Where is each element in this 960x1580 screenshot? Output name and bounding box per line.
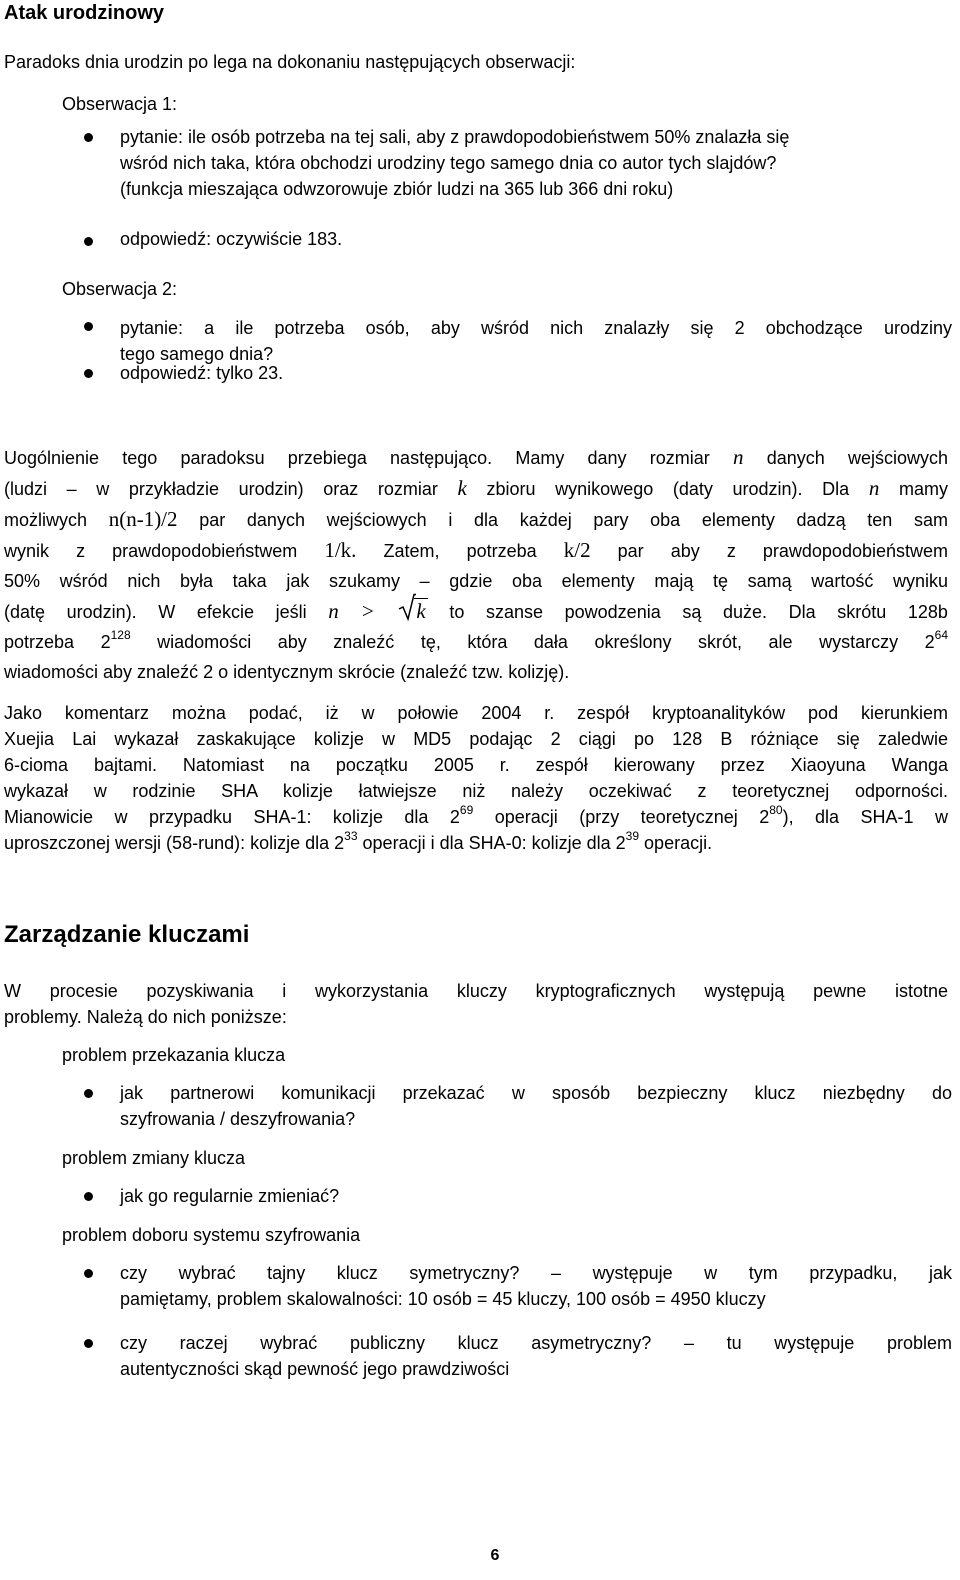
- math-formula: n(n-1)/2: [108, 507, 178, 531]
- page-number: 6: [490, 1547, 500, 1564]
- observation-2-answer: odpowiedź: tylko 23.: [120, 363, 284, 383]
- exponent: 69: [459, 803, 474, 817]
- bullet-icon: [84, 133, 93, 142]
- text-line: wiadomości aby znaleźć 2 o identycznym skrócie (znaleźć tzw. kolizję).: [4, 662, 570, 682]
- text-span: czy raczej wybrać publiczny klucz asymetryczny?: [120, 1333, 652, 1353]
- math-formula: n >: [328, 599, 375, 623]
- text-span: tu występuje problem: [726, 1333, 952, 1353]
- bullet-icon: [84, 1269, 93, 1278]
- observation-2-label: Obserwacja 2:: [62, 279, 178, 299]
- text-line: pytanie: a ile potrzeba osób, aby wśród nich znalazły się 2 obchodzące urodziny: [120, 318, 952, 338]
- problem-3-item-2: [120, 1330, 952, 1382]
- text-line: [4, 804, 948, 830]
- text-line: 6-cioma bajtami. Natomiast na początku 2005 r. zespół kierowany przez Xiaoyuna Wanga: [4, 755, 948, 775]
- text-span: Zatem, potrzeba: [383, 541, 537, 561]
- text-span: wiadomości aby znaleźć tę, która dała określony skrót, ale wystarczy 2: [157, 632, 935, 652]
- text-line: jak partnerowi komunikacji przekazać w sposób bezpieczny klucz niezbędny do: [120, 1083, 952, 1103]
- math-symbol: n: [868, 476, 880, 500]
- text-line: [4, 830, 948, 856]
- text-line: tego samego dnia?: [120, 344, 274, 364]
- text-span: (datę urodzin). W efekcie jeśli: [4, 602, 307, 622]
- text-span: ), dla SHA-1 w: [782, 807, 948, 827]
- text-span: Uogólnienie tego paradoksu przebiega następująco. Mamy dany rozmiar: [4, 448, 710, 468]
- math-formula: k/2: [563, 538, 591, 562]
- text-line: wśród nich taka, która obchodzi urodziny tego samego dnia co autor tych slajdów?: [120, 153, 777, 173]
- text-line: (funkcja mieszająca odwzorowuje zbiór ludzi na 365 lub 366 dni roku): [120, 179, 674, 199]
- observation-1-answer: odpowiedź: oczywiście 183.: [120, 229, 343, 249]
- text-span: uproszczonej wersji (58-rund): kolizje dla 2: [4, 833, 345, 853]
- section-2-intro: [4, 978, 948, 1030]
- problem-1-label: problem przekazania klucza: [62, 1045, 286, 1065]
- observation-1-label: Obserwacja 1:: [62, 94, 178, 114]
- text-span: Mianowicie w przypadku SHA-1: kolizje dla 2: [4, 807, 460, 827]
- text-span: wynik z prawdopodobieństwem: [4, 541, 298, 561]
- bullet-icon: [84, 369, 93, 378]
- math-symbol: n: [733, 445, 744, 469]
- text-line: problemy. Należą do nich poniższe:: [4, 1007, 287, 1027]
- intro-text: Paradoks dnia urodzin po lega na dokonaniu następujących obserwacji:: [4, 52, 576, 72]
- text-line: W procesie pozyskiwania i wykorzystania kluczy kryptograficznych występują pewne istotne: [4, 981, 948, 1001]
- problem-3-label: problem doboru systemu szyfrowania: [62, 1225, 361, 1245]
- text-span: par aby z prawdopodobieństwem: [617, 541, 949, 561]
- math-symbol: k: [457, 476, 467, 500]
- text-span: (ludzi – w przykładzie urodzin) oraz rozmiar: [4, 479, 438, 499]
- comment-paragraph: [4, 700, 948, 856]
- bullet-icon: [84, 237, 93, 246]
- exponent: 64: [934, 628, 948, 642]
- text-span: par danych wejściowych i dla każdej pary oba elementy dadzą ten sam: [199, 510, 948, 530]
- section-title: Atak urodzinowy: [4, 2, 165, 24]
- bullet-icon: [84, 322, 93, 331]
- text-span: potrzeba 2: [4, 632, 111, 652]
- bullet-icon: [84, 1192, 93, 1201]
- problem-2-label: problem zmiany klucza: [62, 1148, 246, 1168]
- text-line: Xuejia Lai wykazał zaskakujące kolizje w MD5 podając 2 ciągi po 128 B różniące się zaledwie: [4, 729, 948, 749]
- text-line: pytanie: ile osób potrzeba na tej sali, aby z prawdopodobieństwem 50% znalazła się: [120, 127, 790, 147]
- text-line: [4, 442, 948, 473]
- text-span: czy wybrać tajny klucz symetryczny?: [120, 1263, 520, 1283]
- text-line: [4, 473, 948, 504]
- problem-3-item-1: [120, 1260, 952, 1312]
- square-root-formula: [398, 596, 427, 627]
- text-line: pamiętamy, problem skalowalności: 10 osób = 45 kluczy, 100 osób = 4950 kluczy: [120, 1289, 766, 1309]
- text-line: [120, 1330, 952, 1356]
- bullet-icon: [84, 1339, 93, 1348]
- exponent: 128: [110, 628, 131, 642]
- text-span: możliwych: [4, 510, 88, 530]
- math-symbol: k: [416, 599, 426, 623]
- text-span: danych wejściowych: [766, 448, 948, 468]
- text-span: występuje w tym przypadku, jak: [592, 1263, 952, 1283]
- exponent: 39: [625, 829, 640, 843]
- text-span: operacji (przy teoretycznej 2: [494, 807, 770, 827]
- text-line: szyfrowania / deszyfrowania?: [120, 1109, 356, 1129]
- section-2-title: Zarządzanie kluczami: [4, 921, 250, 948]
- text-line: wykazał w rodzinie SHA kolizje łatwiejsze niż należy oczekiwać z teoretycznej odporności.: [4, 781, 948, 801]
- observation-1-question: [120, 124, 952, 202]
- text-line: [4, 596, 948, 627]
- text-span: operacji i dla SHA-0: kolizje dla 2: [362, 833, 626, 853]
- exponent: 80: [769, 803, 783, 817]
- text-span: to szanse powodzenia są duże. Dla skrótu 128b: [449, 602, 948, 622]
- generalization-paragraph: [4, 442, 948, 687]
- bullet-icon: [84, 1089, 93, 1098]
- text-line: 50% wśród nich była taka jak szukamy – gdzie oba elementy mają tę samą wartość wyniku: [4, 571, 948, 591]
- dash-text: –: [683, 1333, 694, 1353]
- dash-text: –: [550, 1263, 561, 1283]
- text-line: [120, 1260, 952, 1286]
- text-line: [4, 627, 948, 657]
- text-line: [4, 535, 948, 566]
- text-line: Jako komentarz można podać, iż w połowie 2004 r. zespół kryptoanalityków pod kierunkiem: [4, 703, 948, 723]
- problem-1-item: [120, 1080, 952, 1132]
- problem-2-item: jak go regularnie zmieniać?: [120, 1186, 340, 1206]
- text-line: autentyczności skąd pewność jego prawdziwości: [120, 1359, 510, 1379]
- text-span: mamy: [898, 479, 948, 499]
- exponent: 33: [344, 829, 358, 843]
- radical-sign-icon: [398, 593, 416, 621]
- math-formula: 1/k.: [324, 538, 357, 562]
- text-span: operacji.: [644, 833, 713, 853]
- text-span: zbioru wynikowego (daty urodzin). Dla: [486, 479, 850, 499]
- text-line: [4, 504, 948, 535]
